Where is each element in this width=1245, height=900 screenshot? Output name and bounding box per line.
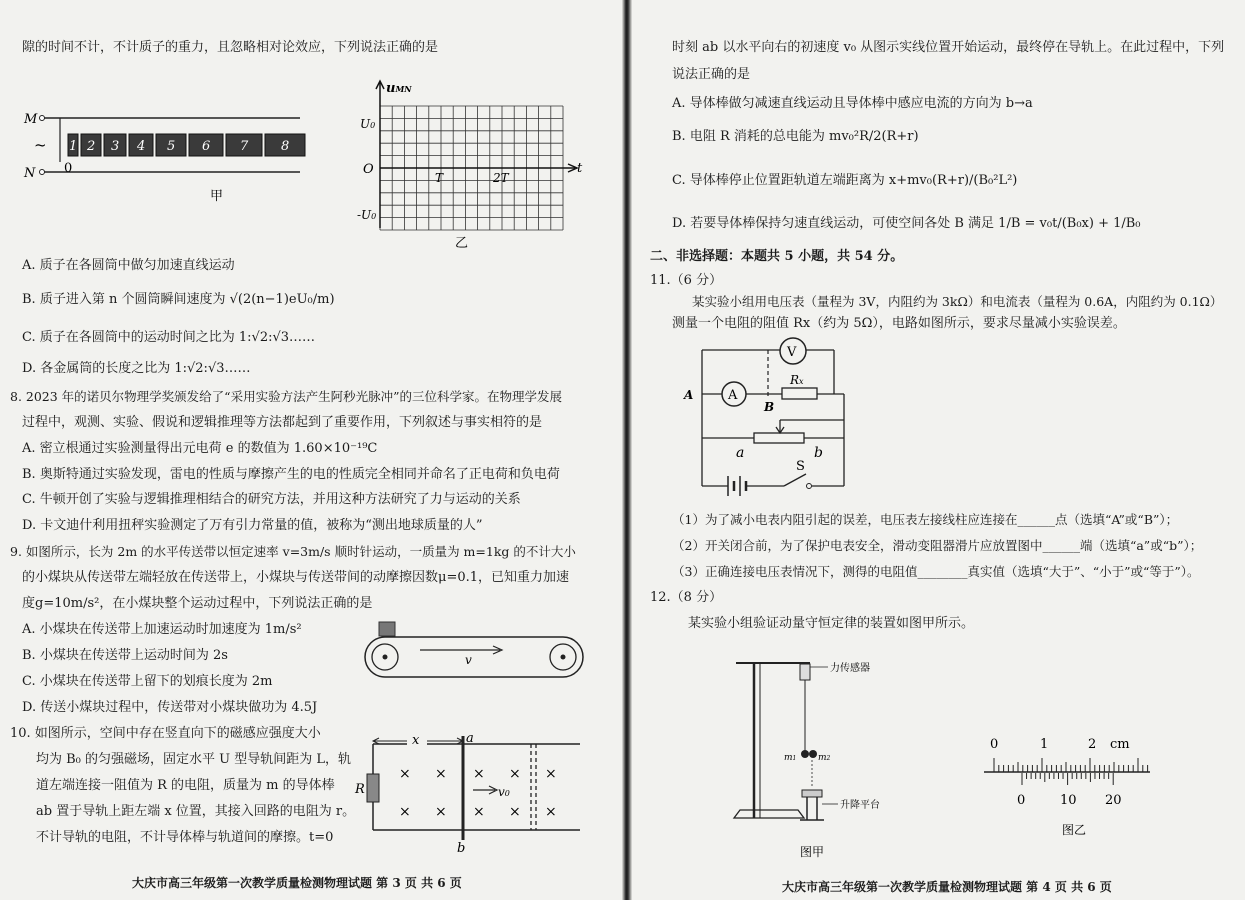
q10-stem-7: 说法正确的是 — [672, 67, 751, 82]
platform-label: 升降平台 — [840, 800, 880, 811]
figure-yi-voltage-graph — [355, 80, 585, 250]
q10-stem-6: 时刻 ab 以水平向右的初速度 v₀ 从图示实线位置开始运动，最终停在导轨上。在此过程中，下列 — [672, 40, 1225, 55]
q8-stem-1: 8. 2023 年的诺贝尔物理学奖颁发给了“采用实验方法产生阿秒光脉冲”的三位科学家。在物理学发展 — [10, 389, 562, 404]
figure-pendulum-apparatus — [720, 650, 920, 860]
rod-b-label: b — [457, 841, 466, 856]
field-cross: × — [399, 804, 411, 820]
figure-jia-caption: 甲 — [210, 189, 224, 204]
switch-s-label: S — [796, 459, 805, 474]
label-m: M — [24, 112, 38, 127]
origin-label: O — [363, 162, 374, 177]
q12-stem: 某实验小组验证动量守恒定律的装置如图甲所示。 — [688, 616, 975, 631]
vernier-tick-10: 10 — [1060, 793, 1077, 808]
vernier-tick-0: 0 — [1017, 793, 1026, 808]
field-cross: × — [435, 804, 447, 820]
q10-stem-5: 不计导轨的电阻，不计导体棒与轨道间的摩擦。t=0 — [36, 830, 334, 845]
q8-stem-2: 过程中，观测、实验、假说和逻辑推理等方法都起到了重要作用，下列叙述与事实相符的是 — [22, 415, 543, 430]
figure-jia-accelerator — [20, 100, 320, 210]
tube-label-8: 8 — [281, 139, 290, 154]
rod-v0-label: v — [498, 785, 505, 799]
field-cross: × — [509, 804, 521, 820]
page-gutter — [622, 0, 632, 900]
q9-option-d: D. 传送小煤块过程中，传送带对小煤块做功为 4.5J — [22, 700, 318, 715]
q10-stem-3: 道左端连接一阻值为 R 的电阻，质量为 m 的导体棒 — [36, 778, 335, 793]
rx-label: R — [790, 373, 800, 387]
q9-option-c: C. 小煤块在传送带上留下的划痕长度为 2m — [22, 674, 273, 689]
q11-heading: 11.（6 分） — [650, 273, 723, 288]
axis-u-label: u — [386, 81, 396, 96]
voltmeter-label: V — [787, 345, 797, 360]
field-cross: × — [435, 766, 447, 782]
label-tilde: ~ — [34, 136, 47, 154]
figure-circuit — [684, 336, 874, 501]
q9-stem-1: 9. 如图所示，长为 2m 的水平传送带以恒定速率 v=3m/s 顺时针运动，一质量为 m=1kg 的不计大小 — [10, 544, 576, 559]
q12-heading: 12.（8 分） — [650, 590, 723, 605]
tube-label-7: 7 — [240, 139, 249, 154]
svg-text:-U0: -U0 — [357, 208, 377, 222]
field-cross: × — [473, 804, 485, 820]
q10-stem-1: 10. 如图所示，空间中存在竖直向下的磁感应强度大小 — [10, 726, 321, 741]
q10-stem-2: 均为 B₀ 的匀强磁场，固定水平 U 型导轨间距为 L，轨 — [36, 752, 352, 767]
q7-option-d: D. 各金属筒的长度之比为 1:√2:√3…… — [22, 361, 251, 376]
label-zero: 0 — [64, 161, 73, 176]
figure-yi-caption: 乙 — [455, 236, 469, 251]
q8-option-a: A. 密立根通过实验测量得出元电荷 e 的数值为 1.60×10⁻¹⁹C — [22, 441, 378, 456]
question-7-stem-end: 隙的时间不计，不计质子的重力，且忽略相对论效应，下列说法正确的是 — [22, 40, 439, 55]
node-b-label: B — [764, 400, 775, 414]
belt-v-label: v — [465, 653, 472, 667]
main-tick-1: 1 — [1040, 737, 1049, 752]
caliper-main-scale — [994, 758, 1148, 772]
main-tick-2: 2 — [1088, 737, 1097, 752]
slider-b-label: b — [814, 445, 823, 461]
q7-option-b: B. 质子进入第 n 个圆筒瞬间速度为 √(2(n−1)eU₀/m) — [22, 292, 335, 307]
caliper-caption: 图乙 — [1062, 823, 1087, 837]
label-n: N — [24, 166, 36, 181]
q9-stem-3: 度g=10m/s²，在小煤块整个运动过程中，下列说法正确的是 — [22, 596, 373, 611]
svg-text:m1: m1 — [784, 753, 797, 763]
svg-text:m2: m2 — [818, 753, 831, 763]
svg-text:v0: v0 — [498, 785, 510, 799]
rod-a-label: a — [466, 731, 474, 746]
section-two-heading: 二、非选择题：本题共 5 小题，共 54 分。 — [650, 249, 904, 264]
field-cross: × — [399, 766, 411, 782]
q8-option-c: C. 牛顿开创了实验与逻辑推理相结合的研究方法，并用这种方法研究了力与运动的关系 — [22, 492, 521, 507]
svg-text:uMN — [386, 81, 412, 96]
axis-u-sub: MN — [395, 84, 412, 94]
q10-option-b: B. 电阻 R 消耗的总电能为 mv₀²R/2(R+r) — [672, 129, 919, 144]
q11-part-2: （2）开关闭合前，为了保护电表安全，滑动变阻器滑片应放置图中______端（选填“a”或“b”）； — [672, 538, 1203, 553]
magnetic-field-crosses — [399, 766, 557, 820]
slider-a-label: a — [736, 445, 745, 461]
axis-t-label: t — [577, 161, 583, 176]
field-cross: × — [509, 766, 521, 782]
sensor-label: 力传感器 — [830, 663, 870, 674]
m2-label: m — [818, 753, 827, 763]
u0-label: U — [360, 117, 371, 131]
vernier-tick-20: 20 — [1105, 793, 1122, 808]
tube-label-2: 2 — [87, 139, 96, 154]
figure-vernier-caliper — [982, 730, 1162, 840]
tubes-group — [68, 134, 305, 156]
q7-option-a: A. 质子在各圆筒中做匀加速直线运动 — [22, 258, 235, 273]
q11-part-3: （3）正确连接电压表情况下，测得的电阻值________真实值（选填“大于”、“小于”或“等于”）。 — [672, 564, 1200, 579]
q11-stem-2: 测量一个电阻的阻值 Rx（约为 5Ω），电路如图所示，要求尽量减小实验误差。 — [672, 316, 1126, 331]
figure-u-rail — [355, 730, 585, 855]
tube-label-3: 3 — [111, 139, 120, 154]
apparatus-caption: 图甲 — [800, 845, 825, 859]
tube-label-6: 6 — [202, 139, 211, 154]
footer-page-4: 大庆市高三年级第一次教学质量检测物理试题 第 4 页 共 6 页 — [782, 880, 1112, 894]
resistor-r-label: R — [355, 782, 365, 797]
t2-label: 2T — [493, 171, 509, 185]
figure-conveyor-belt — [365, 620, 585, 680]
ammeter-label: A — [728, 388, 738, 403]
footer-page-3: 大庆市高三年级第一次教学质量检测物理试题 第 3 页 共 6 页 — [132, 876, 462, 890]
q8-option-d: D. 卡文迪什利用扭秤实验测定了万有引力常量的值，被称为“测出地球质量的人” — [22, 518, 483, 533]
q8-option-b: B. 奥斯特通过实验发现，雷电的性质与摩擦产生的电的性质完全相同并命名了正电荷和负电荷 — [22, 467, 560, 482]
tube-label-4: 4 — [137, 139, 146, 154]
q10-option-a: A. 导体棒做匀减速直线运动且导体棒中感应电流的方向为 b→a — [672, 96, 1033, 111]
q10-option-d: D. 若要导体棒保持匀速直线运动，可使空间各处 B 满足 1/B = v₀t/(B₀x) + 1/B₀ — [672, 216, 1141, 231]
left-page — [0, 0, 622, 900]
q9-stem-2: 的小煤块从传送带左端轻放在传送带上，小煤块与传送带间的动摩擦因数μ=0.1，已知重力加速 — [22, 570, 570, 585]
t1-label: T — [435, 171, 444, 185]
q7-option-c: C. 质子在各圆筒中的运动时间之比为 1:√2:√3…… — [22, 330, 316, 345]
field-cross: × — [473, 766, 485, 782]
svg-text:Rx: Rx — [790, 373, 804, 387]
rail-x-label: x — [412, 733, 420, 748]
right-page — [632, 0, 1245, 900]
q11-stem-1: 某实验小组用电压表（量程为 3V，内阻约为 3kΩ）和电流表（量程为 0.6A，内阻约为 0.1Ω） — [692, 294, 1223, 309]
field-cross: × — [545, 766, 557, 782]
tube-label-1: 1 — [69, 139, 78, 154]
q10-stem-4: ab 置于导轨上距左端 x 位置，其接入回路的电阻为 r。 — [36, 804, 356, 819]
q9-option-a: A. 小煤块在传送带上加速运动时加速度为 1m/s² — [22, 622, 302, 637]
field-cross: × — [545, 804, 557, 820]
caliper-unit: cm — [1110, 737, 1130, 752]
caliper-vernier-scale — [1022, 773, 1113, 785]
main-tick-0: 0 — [990, 737, 999, 752]
q9-option-b: B. 小煤块在传送带上运动时间为 2s — [22, 648, 228, 663]
svg-text:U0: U0 — [360, 117, 376, 131]
neg-u0-label: -U — [357, 208, 372, 222]
tube-label-5: 5 — [167, 139, 176, 154]
m1-label: m — [784, 753, 793, 763]
q11-part-1: （1）为了减小电表内阻引起的误差，电压表左接线柱应连接在______点（选填“A”或“B”）； — [672, 512, 1179, 527]
q10-option-c: C. 导体棒停止位置距轨道左端距离为 x+mv₀(R+r)/(B₀²L²) — [672, 173, 1018, 188]
node-a-label: A — [684, 388, 694, 402]
